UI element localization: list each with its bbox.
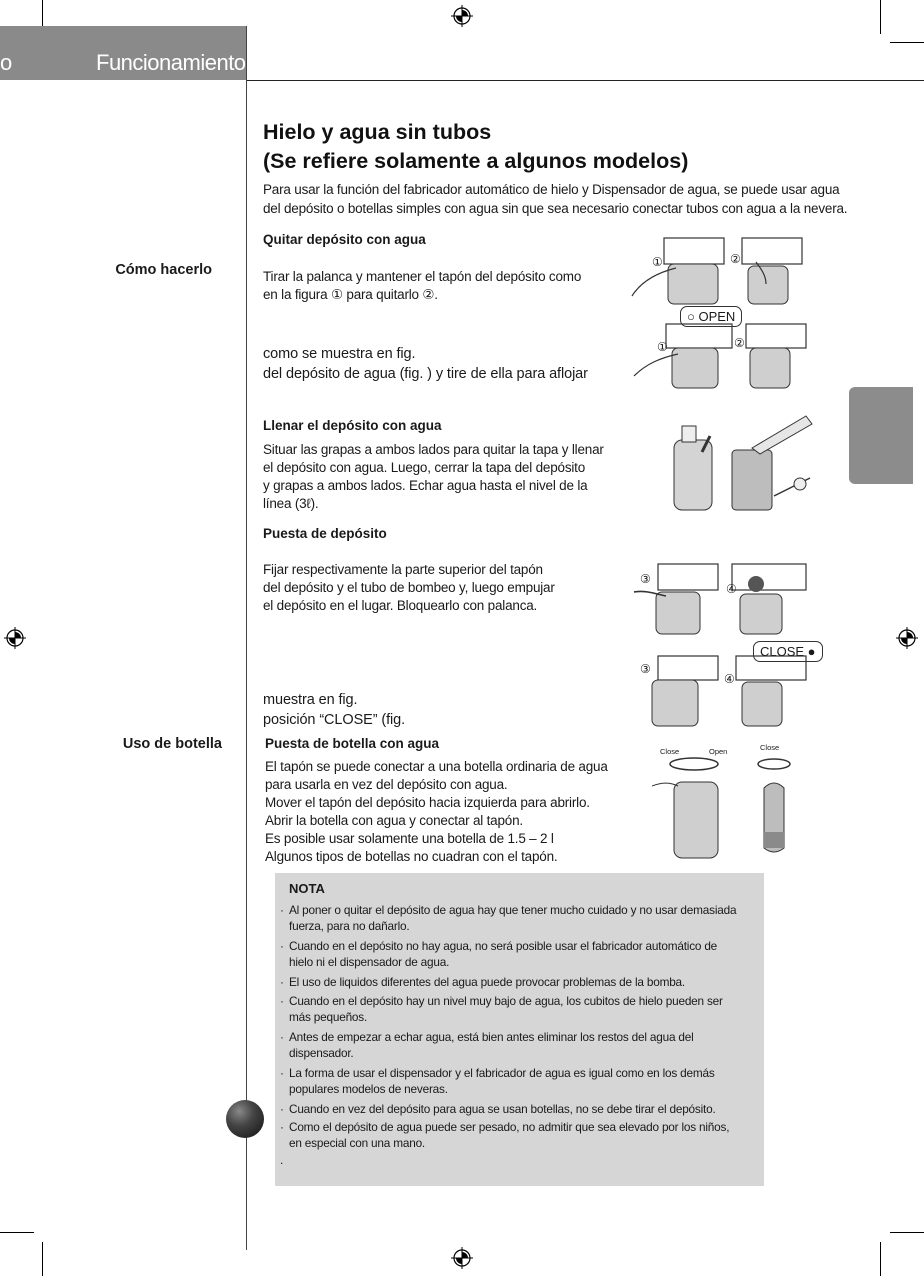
- registration-mark-icon: [896, 627, 918, 649]
- crop-mark: [890, 42, 924, 43]
- bullet: ·: [280, 1120, 284, 1134]
- text-line: en la figura ① para quitarlo ②.: [263, 287, 438, 302]
- header-rule: [247, 80, 924, 81]
- step-marker: ①: [657, 340, 668, 354]
- intro-line: Para usar la función del fabricador automático de hielo y Dispensador de agua, se puede usar agua: [263, 182, 840, 197]
- fill-text: [263, 441, 623, 513]
- note-item: [280, 1030, 750, 1061]
- lock-cap-illustration: [632, 654, 812, 728]
- text-line: línea (3ℓ).: [263, 496, 319, 511]
- note-item: [280, 1120, 750, 1151]
- text-line: el depósito en el lugar. Bloquearlo con palanca.: [263, 598, 538, 613]
- install-heading: Puesta de depósito: [263, 526, 387, 541]
- install-text: [263, 561, 555, 615]
- bottle-close-label: Close: [660, 747, 680, 756]
- step-marker: ④: [726, 582, 737, 596]
- intro-line: del depósito o botellas simples con agua sin que sea necesario conectar tubos con agua a la nevera.: [263, 201, 848, 216]
- fill-tank-illustration: [664, 412, 814, 512]
- bullet: ·: [280, 975, 284, 989]
- bullet: ·: [280, 994, 284, 1008]
- crop-mark: [0, 1232, 34, 1233]
- step-marker: ②: [734, 336, 745, 350]
- registration-mark-icon: [451, 5, 473, 27]
- remove-text: [263, 268, 581, 304]
- note-item: [280, 1066, 750, 1097]
- text-line: muestra en fig.: [263, 692, 358, 708]
- text-line: el depósito con agua. Luego, cerrar la tapa del depósito: [263, 460, 586, 475]
- text-line: Mover el tapón del depósito hacia izquierda para abrirlo.: [265, 795, 590, 810]
- crop-mark: [880, 0, 881, 34]
- text-line: y grapas a ambos lados. Echar agua hasta el nivel de la: [263, 478, 588, 493]
- chapter-tab: [849, 387, 913, 484]
- note-item-text: El uso de liquidos diferentes del agua puede provocar problemas de la bomba.: [289, 975, 685, 989]
- open-badge: ○ OPEN: [680, 306, 742, 327]
- crop-mark: [880, 1242, 881, 1276]
- step-marker: ④: [724, 672, 735, 686]
- registration-mark-icon: [4, 627, 26, 649]
- page-title-line2: (Se refiere solamente a algunos modelos): [263, 149, 689, 173]
- note-item-text: Antes de empezar a echar agua, está bien antes eliminar los restos del agua del dispensador.: [289, 1030, 694, 1060]
- bullet: ·: [280, 903, 284, 917]
- note-item: [280, 994, 750, 1025]
- crop-mark: [890, 1232, 924, 1233]
- bullet: ·: [280, 939, 284, 953]
- bottle-heading: Puesta de botella con agua: [265, 736, 440, 751]
- bottle-close-label: Close: [760, 743, 780, 752]
- text-line: Fijar respectivamente la parte superior del tapón: [263, 562, 543, 577]
- bullet: ·: [280, 1102, 284, 1116]
- page-marker-icon: [226, 1100, 264, 1138]
- fill-heading: Llenar el depósito con agua: [263, 418, 442, 433]
- text-line: Tirar la palanca y mantener el tapón del depósito como: [263, 269, 582, 284]
- bottle-text: [265, 758, 625, 866]
- install-text-2: [263, 690, 405, 730]
- section-title: Funcionamiento: [96, 50, 246, 75]
- note-item: [280, 903, 750, 934]
- remove-text-2: [263, 344, 588, 384]
- text-line: Situar las grapas a ambos lados para quitar la tapa y llenar: [263, 442, 604, 457]
- remove-tank-illustration: [630, 236, 810, 306]
- text-line: para usarla en vez del depósito con agua.: [265, 777, 508, 792]
- side-label-bottle: Uso de botella: [122, 736, 222, 752]
- text-line: como se muestra en fig.: [263, 346, 416, 362]
- note-item-text: Cuando en vez del depósito para agua se usan botellas, no se debe tirar el depósito.: [289, 1102, 716, 1116]
- crop-mark: [42, 1242, 43, 1276]
- text-line: El tapón se puede conectar a una botella ordinaria de agua: [265, 759, 608, 774]
- page-title: [263, 118, 688, 176]
- margin-divider: [246, 26, 247, 1250]
- note-item: [280, 1102, 750, 1118]
- text-line: posición “CLOSE” (fig.: [263, 712, 406, 728]
- step-marker: ③: [640, 662, 651, 676]
- step-marker: ③: [640, 572, 651, 586]
- intro-paragraph: [263, 180, 863, 218]
- text-line: del depósito de agua (fig. ) y tire de ella para aflojar: [263, 366, 588, 382]
- text-line: Abrir la botella con agua y conectar al tapón.: [265, 813, 523, 828]
- note-item-text: Como el depósito de agua puede ser pesado, no admitir que sea elevado por los niños, en especial con una mano.: [289, 1120, 730, 1150]
- bottle-open-label: Open: [709, 747, 728, 756]
- bullet: ·: [280, 1066, 284, 1080]
- note-title: NOTA: [289, 881, 325, 896]
- text-line: Algunos tipos de botellas no cuadran con el tapón.: [265, 849, 558, 864]
- note-item-text: Al poner o quitar el depósito de agua hay que tener mucho cuidado y no usar demasiada fuerza, para no dañarlo.: [289, 903, 737, 933]
- side-label-how-to: Cómo hacerlo: [115, 262, 212, 278]
- step-marker: ②: [730, 252, 741, 266]
- note-item-text: Cuando en el depósito hay un nivel muy bajo de agua, los cubitos de hielo pueden ser más pequeños.: [289, 994, 723, 1024]
- note-item: [280, 939, 750, 970]
- registration-mark-icon: [451, 1247, 473, 1269]
- note-item-text: La forma de usar el dispensador y el fabricador de agua es igual como en los demás populares modelos de neveras.: [289, 1066, 715, 1096]
- bottle-cap-illustration: [652, 752, 812, 860]
- note-item-text: Cuando en el depósito no hay agua, no será posible usar el fabricador automático de hielo ni el dispensador de agua.: [289, 939, 718, 969]
- remove-heading: Quitar depósito con agua: [263, 232, 426, 247]
- header-fragment: o: [0, 50, 13, 75]
- note-item: [280, 975, 750, 991]
- page-title-line1: Hielo y agua sin tubos: [263, 120, 492, 144]
- text-line: Es posible usar solamente una botella de 1.5 – 2 l: [265, 831, 554, 846]
- text-line: del depósito y el tubo de bombeo y, luego empujar: [263, 580, 555, 595]
- note-trailing-dot: .: [280, 1153, 284, 1167]
- close-badge: CLOSE ●: [753, 641, 823, 662]
- step-marker: ①: [652, 255, 663, 269]
- loosen-cap-illustration: [632, 322, 810, 390]
- bullet: ·: [280, 1030, 284, 1044]
- install-tank-illustration: [632, 562, 812, 636]
